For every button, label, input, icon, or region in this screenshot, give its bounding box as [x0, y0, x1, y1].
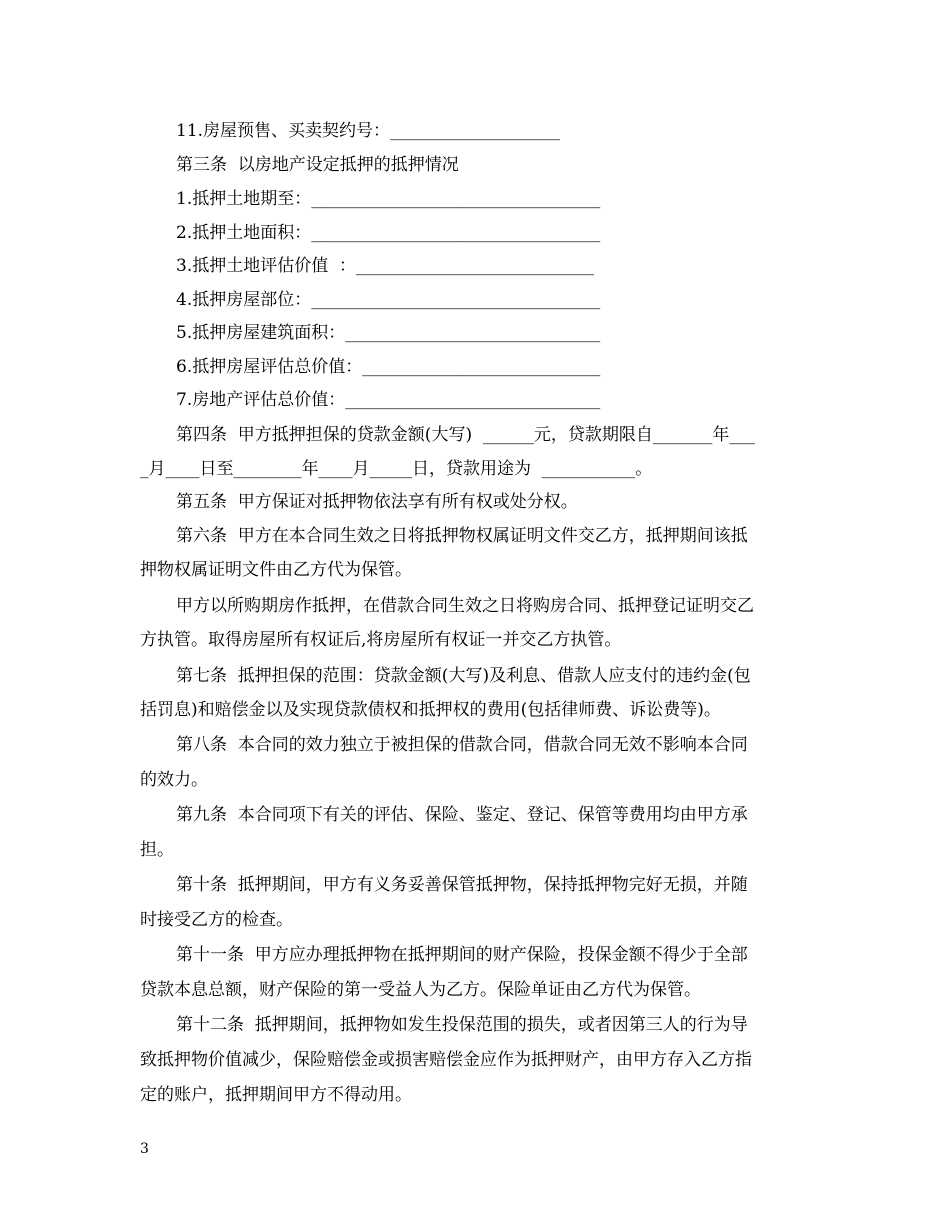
line-article-11-cont: 贷款本息总额，财产保险的第一受益人为乙方。保险单证由乙方代为保管。: [140, 980, 701, 1000]
line-article-6-cont: 押物权属证明文件由乙方代为保管。: [140, 560, 412, 580]
line-article-10-cont: 时接受乙方的检查。: [140, 910, 293, 930]
line-article-8-cont: 的效力。: [140, 770, 208, 790]
line-article-5: 第五条 甲方保证对抵押物依法享有所有权或处分权。: [176, 492, 578, 512]
line-article-12-cont-1: 致抵押物价值减少，保险赔偿金或损害赔偿金应作为抵押财产，由甲方存入乙方指: [140, 1050, 752, 1070]
line-land-term: 1.抵押土地期至：__________________________________: [176, 189, 601, 209]
line-article-4: 第四条 甲方抵押担保的贷款金额(大写) ______元，贷款期限自_______年___: [176, 425, 755, 445]
line-article-12-cont-2: 定的账户，抵押期间甲方不得动用。: [140, 1085, 412, 1105]
line-article-11: 第十一条 甲方应办理抵押物在抵押期间的财产保险，投保金额不得少于全部: [176, 945, 748, 965]
line-article-10: 第十条 抵押期间，甲方有义务妥善保管抵押物，保持抵押物完好无损，并随: [176, 875, 748, 895]
line-land-area: 2.抵押土地面积：__________________________________: [176, 223, 601, 243]
line-article-8: 第八条 本合同的效力独立于被担保的借款合同，借款合同无效不影响本合同: [176, 735, 748, 755]
line-article-6-para2-cont: 方执管。取得房屋所有权证后,将房屋所有权证一并交乙方执管。: [140, 630, 622, 650]
line-house-location: 4.抵押房屋部位：__________________________________: [176, 290, 601, 310]
line-article-7: 第七条 抵押担保的范围：贷款金额(大写)及利息、借款人应支付的违约金(包: [176, 666, 751, 686]
line-article-7-cont: 括罚息)和赔偿金以及实现贷款债权和抵押权的费用(包括律师费、诉讼费等)。: [140, 700, 721, 720]
line-article-6: 第六条 甲方在本合同生效之日将抵押物权属证明文件交乙方，抵押期间该抵: [176, 526, 748, 546]
line-presale-contract-no: 11.房屋预售、买卖契约号：____________________: [176, 121, 561, 141]
line-article-12: 第十二条 抵押期间，抵押物如发生投保范围的损失，或者因第三人的行为导: [176, 1015, 748, 1035]
line-article-9: 第九条 本合同项下有关的评估、保险、鉴定、登记、保管等费用均由甲方承: [176, 805, 748, 825]
line-land-value: 3.抵押土地评估价值 ：____________________________: [176, 256, 595, 276]
line-house-value: 6.抵押房屋评估总价值：____________________________: [176, 357, 601, 377]
line-estate-value: 7.房地产评估总价值：______________________________: [176, 390, 601, 410]
line-article-3-title: 第三条 以房地产设定抵押的抵押情况: [176, 155, 459, 175]
line-house-area: 5.抵押房屋建筑面积：______________________________: [176, 323, 601, 343]
page-number: 3: [140, 1141, 149, 1157]
line-article-9-cont: 担。: [140, 840, 174, 860]
line-article-4-cont: _月____日至________年____月_____日，贷款用途为 ___________。: [140, 459, 653, 479]
line-article-6-para2: 甲方以所购期房作抵押，在借款合同生效之日将购房合同、抵押登记证明交乙: [176, 596, 754, 616]
